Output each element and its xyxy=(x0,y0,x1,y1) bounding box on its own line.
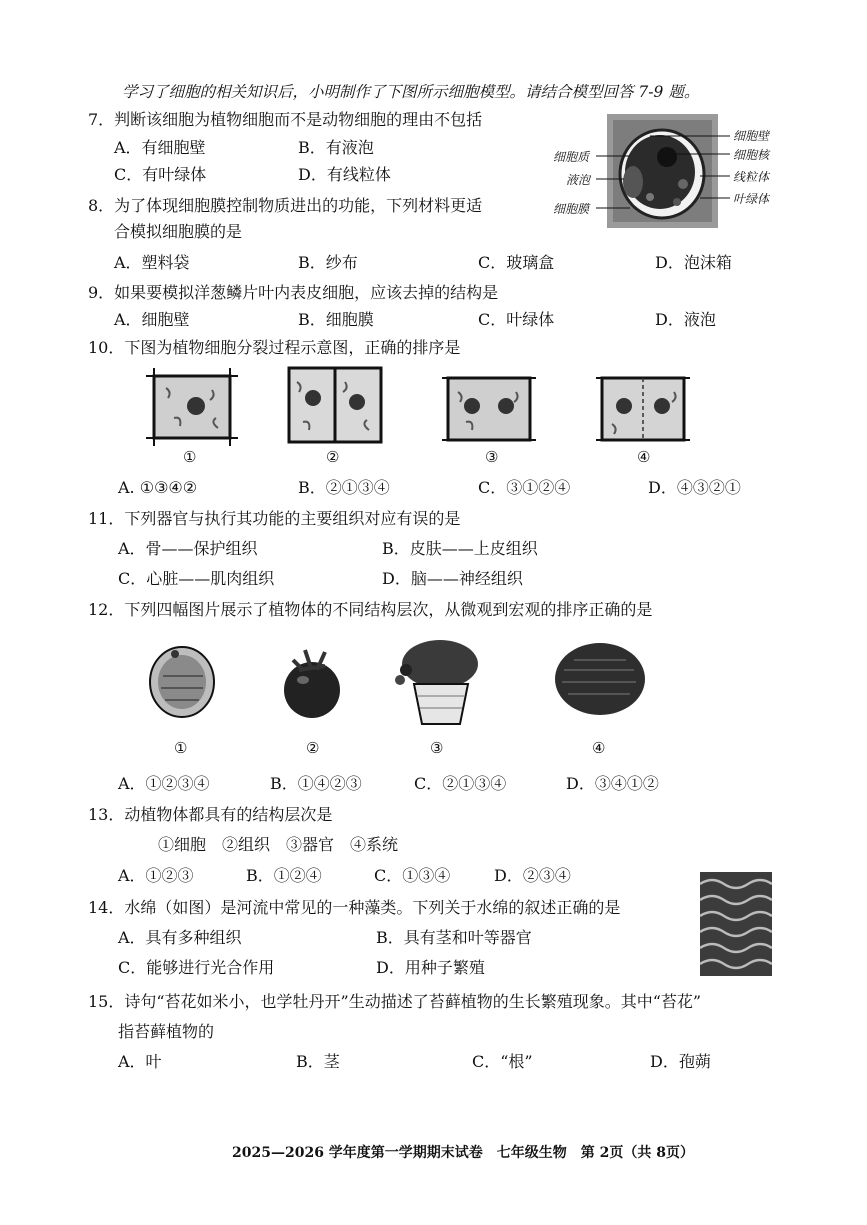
q12-option-b[interactable]: B．①④②③ xyxy=(270,774,362,793)
spirogyra-image xyxy=(700,872,772,976)
q10-option-d[interactable]: D．④③②① xyxy=(648,478,741,497)
q10-option-b[interactable]: B．②①③④ xyxy=(298,478,390,497)
q8-option-b[interactable]: B．纱布 xyxy=(298,253,358,272)
q14-option-d[interactable]: D．用种子繁殖 xyxy=(376,958,485,977)
q7-option-d[interactable]: D．有线粒体 xyxy=(298,165,391,184)
q8-stem-line2: 合模拟细胞膜的是 xyxy=(114,222,243,241)
q11-option-d[interactable]: D．脑——神经组织 xyxy=(382,569,523,588)
q15-option-d[interactable]: D．孢蒴 xyxy=(650,1052,711,1071)
q10-figure-label-1: ① xyxy=(183,448,197,466)
label-nucleus: 细胞核 xyxy=(733,148,770,162)
q7-option-b[interactable]: B．有液泡 xyxy=(298,138,374,157)
q12-figure-label-4: ④ xyxy=(592,739,606,757)
intro-text: 学习了细胞的相关知识后，小明制作了下图所示细胞模型。请结合模型回答 7-9 题。 xyxy=(122,83,700,101)
plant-level-figure-1-cell xyxy=(145,640,219,722)
q9-option-a[interactable]: A．细胞壁 xyxy=(114,310,190,329)
q8-option-a[interactable]: A．塑料袋 xyxy=(114,253,190,272)
q10-figure-label-2: ② xyxy=(326,448,340,466)
q10-figure-label-4: ④ xyxy=(637,448,651,466)
q11-option-b[interactable]: B．皮肤——上皮组织 xyxy=(382,539,538,558)
q13-option-b[interactable]: B．①②④ xyxy=(246,866,322,885)
q10-option-a[interactable]: A. ①③④② xyxy=(118,478,198,497)
q8-stem-line1: 8．为了体现细胞膜控制物质进出的功能，下列材料更适 xyxy=(88,196,483,215)
q11-stem: 11．下列器官与执行其功能的主要组织对应有误的是 xyxy=(88,509,461,528)
label-cytoplasm: 细胞质 xyxy=(553,150,590,164)
q8-option-c[interactable]: C．玻璃盒 xyxy=(478,253,555,272)
q15-stem-line1: 15．诗句“苔花如米小，也学牡丹开”生动描述了苔藓植物的生长繁殖现象。其中“苔花” xyxy=(88,992,702,1011)
plant-level-figure-3-potted-plant xyxy=(392,636,484,726)
label-vacuole: 液泡 xyxy=(566,173,591,187)
cell-division-figure-2 xyxy=(283,362,387,448)
q12-option-c[interactable]: C．②①③④ xyxy=(414,774,507,793)
cell-division-figure-1 xyxy=(146,368,238,446)
q7-option-a[interactable]: A．有细胞壁 xyxy=(114,138,206,157)
q13-items: ①细胞 ②组织 ③器官 ④系统 xyxy=(158,835,399,854)
q15-option-b[interactable]: B．茎 xyxy=(296,1052,340,1071)
q7-option-c[interactable]: C．有叶绿体 xyxy=(114,165,207,184)
q11-option-a[interactable]: A．骨——保护组织 xyxy=(118,539,258,558)
q9-option-c[interactable]: C．叶绿体 xyxy=(478,310,555,329)
q12-figure-label-1: ① xyxy=(174,739,188,757)
q7-stem: 7．判断该细胞为植物细胞而不是动物细胞的理由不包括 xyxy=(88,110,483,129)
q12-figure-label-3: ③ xyxy=(430,739,444,757)
label-cell-membrane: 细胞膜 xyxy=(553,202,590,216)
q10-figure-label-3: ③ xyxy=(485,448,499,466)
q10-option-c[interactable]: C．③①②④ xyxy=(478,478,571,497)
q8-option-d[interactable]: D．泡沫箱 xyxy=(655,253,732,272)
label-chloroplast: 叶绿体 xyxy=(733,192,770,206)
q12-option-d[interactable]: D．③④①② xyxy=(566,774,659,793)
q14-stem: 14．水绵（如图）是河流中常见的一种藻类。下列关于水绵的叙述正确的是 xyxy=(88,898,621,917)
q10-stem: 10．下图为植物细胞分裂过程示意图，正确的排序是 xyxy=(88,338,461,357)
q14-option-c[interactable]: C．能够进行光合作用 xyxy=(118,958,275,977)
q9-option-d[interactable]: D．液泡 xyxy=(655,310,716,329)
q12-stem: 12．下列四幅图片展示了植物体的不同结构层次，从微观到宏观的排序正确的是 xyxy=(88,600,653,619)
q9-option-b[interactable]: B．细胞膜 xyxy=(298,310,374,329)
q12-option-a[interactable]: A．①②③④ xyxy=(118,774,210,793)
q11-option-c[interactable]: C．心脏——肌肉组织 xyxy=(118,569,275,588)
label-cell-wall: 细胞壁 xyxy=(733,129,770,143)
q13-option-a[interactable]: A．①②③ xyxy=(118,866,194,885)
q13-stem: 13．动植物体都具有的结构层次是 xyxy=(88,805,333,824)
q9-stem: 9．如果要模拟洋葱鳞片叶内表皮细胞，应该去掉的结构是 xyxy=(88,283,499,302)
plant-level-figure-4-tissue xyxy=(552,640,648,718)
page-footer: 2025—2026 学年度第一学期期末试卷 七年级生物 第 2页（共 8页） xyxy=(232,1145,695,1161)
q15-option-a[interactable]: A．叶 xyxy=(118,1052,162,1071)
q14-option-a[interactable]: A．具有多种组织 xyxy=(118,928,242,947)
q12-figure-label-2: ② xyxy=(306,739,320,757)
label-mitochondria: 线粒体 xyxy=(733,170,770,184)
q14-option-b[interactable]: B．具有茎和叶等器官 xyxy=(376,928,532,947)
cell-division-figure-3 xyxy=(442,372,536,446)
q15-stem-line2: 指苔藓植物的 xyxy=(118,1022,215,1041)
q13-option-d[interactable]: D．②③④ xyxy=(494,866,571,885)
cell-division-figure-4 xyxy=(596,372,690,446)
plant-level-figure-2-tomato xyxy=(275,640,349,722)
q15-option-c[interactable]: C．“根” xyxy=(472,1052,533,1071)
q13-option-c[interactable]: C．①③④ xyxy=(374,866,451,885)
